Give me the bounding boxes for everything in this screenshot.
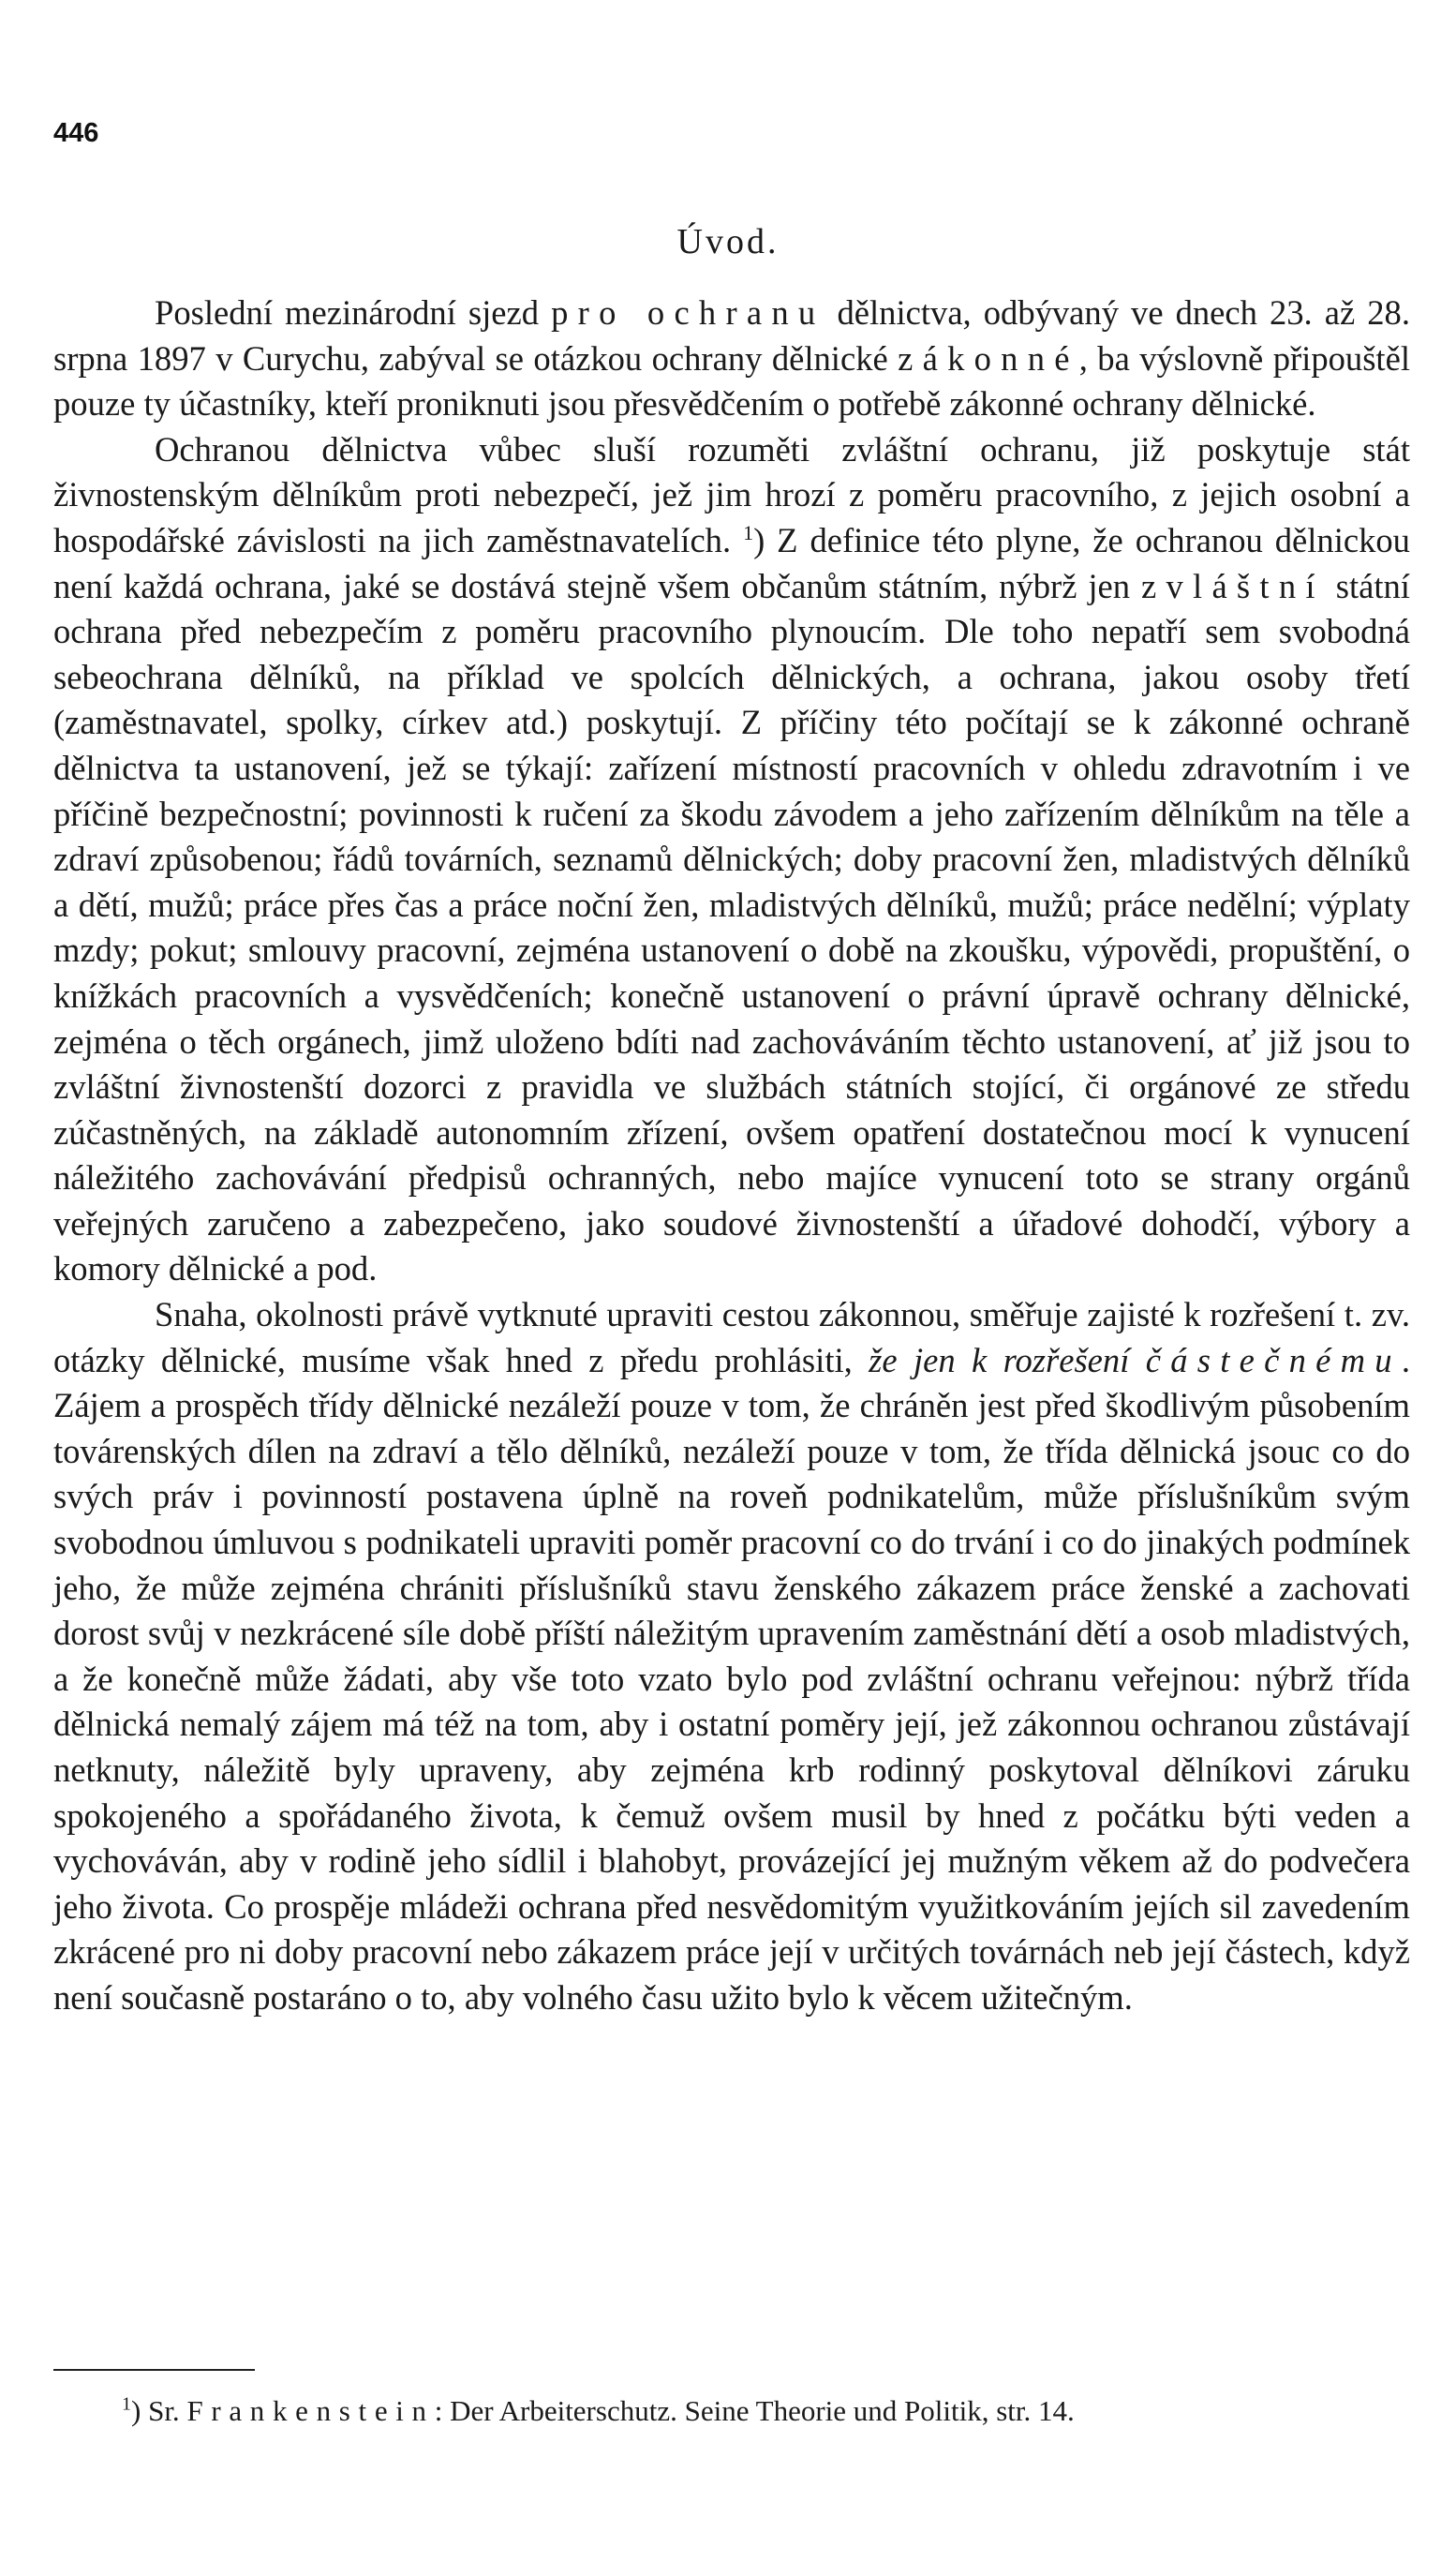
footnote-reference[interactable]: 1 bbox=[743, 520, 754, 544]
footnote-part-2: : Der Arbeiterschutz. Seine Theorie und Politik, str. 14. bbox=[434, 2394, 1075, 2427]
paragraph-1-part-1: Poslední mezinárodní sjezd bbox=[155, 293, 552, 332]
footnote-author: Frankenstein bbox=[186, 2394, 435, 2427]
paragraph-3 bbox=[53, 1292, 1410, 2021]
paragraph-1-spaced-2: zákonné bbox=[898, 338, 1079, 378]
footnote-marker: 1 bbox=[122, 2393, 131, 2415]
body-text bbox=[53, 290, 1410, 2021]
paragraph-1-spaced-1: pro ochranu bbox=[551, 293, 825, 332]
footnote-divider bbox=[53, 2369, 255, 2371]
paragraph-1-part-2: dělnictva, odbývaný ve dnech 23. až 28. srpna 1897 v Curychu, zabýval se otázkou ochrany dělnické bbox=[53, 293, 1410, 378]
paragraph-2-spaced-1: zvláštní bbox=[1141, 566, 1325, 605]
page-number: 446 bbox=[53, 118, 99, 148]
paragraph-1 bbox=[53, 290, 1410, 427]
paragraph-2-part-1: Ochranou dělnictva vůbec sluší rozuměti zvláštní ochranu, již poskytuje stát živnostenským dělníkům proti nebezpečí, jež jim hrozí z poměru pracovního, z jejich osobní a hospodářské závislosti na jich zaměstnavatelích. bbox=[53, 429, 1410, 559]
paragraph-1-part-3: , ba výslovně připouštěl pouze ty účastníky, kteří proniknuti jsou přesvědčením o potřebě zákonné ochrany dělnické. bbox=[53, 338, 1410, 424]
paragraph-2-part-2: ) Z definice této plyne, že ochranou dělnickou není každá ochrana, jaké se dostává stejně všem občanům státním, nýbrž jen bbox=[53, 520, 1410, 605]
paragraph-3-italic-1: že jen k rozřešení bbox=[869, 1340, 1146, 1379]
footnote bbox=[122, 2392, 1415, 2430]
paragraph-3-part-1: Snaha, okolnosti právě vytknuté upraviti cestou zákonnou, směřuje zajisté k rozřešení t. zv. otázky dělnické, musíme však hned z předu prohlásiti, bbox=[53, 1295, 1410, 1379]
paragraph-2 bbox=[53, 427, 1410, 1292]
paragraph-3-spaced-italic-1: částečnému bbox=[1145, 1340, 1402, 1379]
paragraph-3-part-2: . Zájem a prospěch třídy dělnické nezáleží pouze v tom, že chráněn jest před škodlivým působením továrenských dílen na zdraví a tělo dělníků, nezáleží pouze v tom, že třída dělnická jsouc co do svých práv i povinností postavena úplně na roveň podnikatelům, může příslušníkům svým svobodnou úmluvou s podnikateli upraviti poměr pracovní co do trvání i co do jinakých podmínek jeho, že může zejména chrániti příslušníků stavu ženského zákazem práce ženské a zachovati dorost svůj v nezkrácené síle době příští náležitým upravením zaměstnání dětí a osob mladistvých, a že konečně může žádati, aby vše toto vzato bylo pod zvláštní ochranu veřejnou: nýbrž třída dělnická nemalý zájem má též na tom, aby i ostatní poměry její, jež zákonnou ochranou zůstávají netknuty, náležitě byly upraveny, aby zejména krb rodinný poskytoval dělníkovi záruku spokojeného a spořádaného života, k čemuž ovšem musil by hned z počátku býti veden a vychováván, aby v rodině jeho sídlil i blahobyt, provázející jej mužným věkem až do podvečera jeho života. Co prospěje mládeži ochrana před nesvědomitým využitkováním jejích sil zavedením zkrácené pro ni doby pracovní nebo zákazem práce její v určitých továrnách neb její částech, když není současně postaráno o to, aby volného času užito bylo k věcem užitečným. bbox=[53, 1340, 1410, 2017]
footnote-part-1: ) Sr. bbox=[131, 2394, 187, 2427]
page-title: Úvod. bbox=[676, 222, 780, 261]
paragraph-2-part-3: státní ochrana před nebezpečím z poměru pracovního plynoucím. Dle toho nepatří sem svobodná sebeochrana dělníků, na příklad ve spolcích dělnických, a ochrana, jakou osoby třetí (zaměstnavatel, spolky, církev atd.) poskytují. Z příčiny této počítají se k zákonné ochraně dělnictva ta ustanovení, jež se týkají: zařízení místností pracovních v ohledu zdravotním i ve příčině bezpečnostní; povinnosti k ručení za škodu závodem a jeho zařízením dělníkům na těle a zdraví způsobenou; řádů továrních, seznamů dělnických; doby pracovní žen, mladistvých dělníků a dětí, mužů; práce přes čas a práce noční žen, mladistvých dělníků, mužů; práce nedělní; výplaty mzdy; pokut; smlouvy pracovní, zejména ustanovení o době na zkoušku, výpovědi, propuštění, o knížkách pracovních a vysvědčeních; konečně ustanovení o právní úpravě ochrany dělnické, zejména o těch orgánech, jimž uloženo bdíti nad zachováváním těchto ustanovení, ať již jsou to zvláštní živnostenští dozorci z pravidla ve službách státních stojící, či orgánové ze středu zúčastněných, na základě autonomním zřízení, ovšem opatření dostatečnou mocí k vynucení náležitého zachovávání předpisů ochranných, nebo majíce vynucení toto se strany orgánů veřejných zaručeno a zabezpečeno, jako soudové živnostenští a úřadové dohodčí, výbory a komory dělnické a pod. bbox=[53, 566, 1410, 1288]
